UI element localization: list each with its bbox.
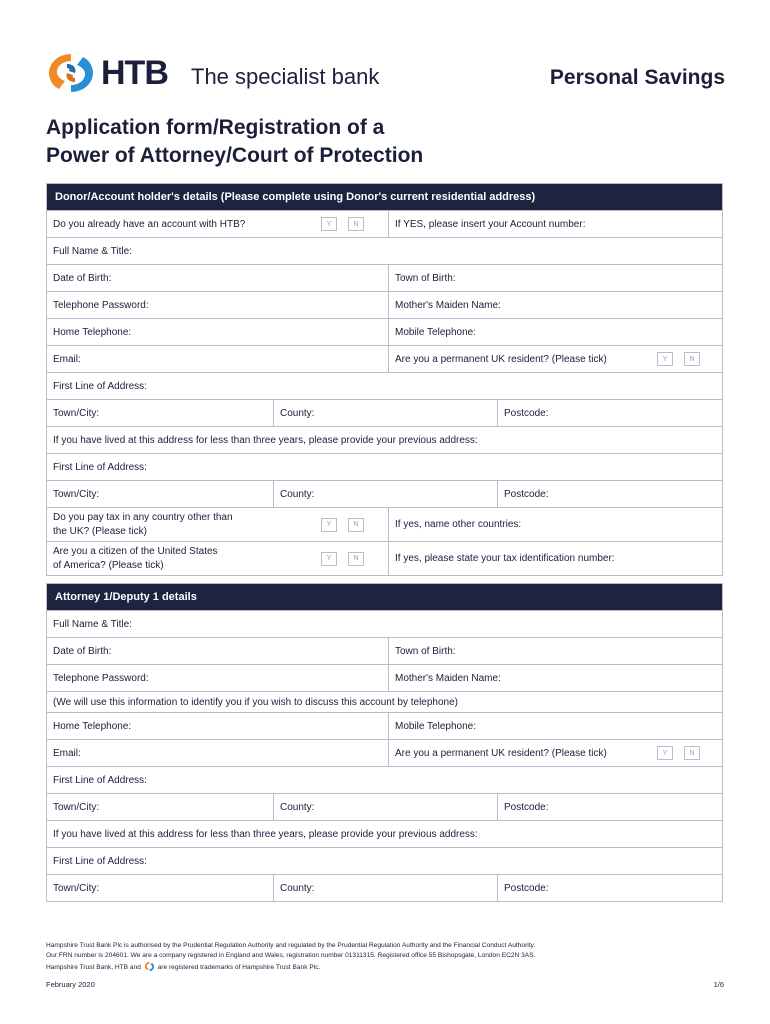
donor-tax-other-yn bbox=[321, 518, 364, 532]
attorney-telephone-password-label: Telephone Password: bbox=[53, 672, 149, 684]
donor-tin-field[interactable] bbox=[388, 542, 722, 575]
attorney-town-field[interactable] bbox=[47, 794, 273, 820]
donor-tax-other-no-checkbox[interactable]: N bbox=[348, 518, 364, 532]
attorney-first-line-label: First Line of Address: bbox=[53, 774, 147, 786]
attorney-uk-resident-yes-checkbox[interactable]: Y bbox=[657, 746, 673, 760]
attorney-prev-town-row bbox=[47, 874, 722, 901]
donor-us-citizen-yn bbox=[321, 552, 364, 566]
donor-town-row bbox=[47, 399, 722, 426]
donor-dob-field[interactable] bbox=[47, 265, 388, 291]
legal-line-3-end: are registered trademarks of Hampshire Trust Bank Plc. bbox=[157, 964, 321, 971]
attorney-email-field[interactable] bbox=[47, 740, 388, 766]
attorney-first-line-field[interactable] bbox=[47, 767, 722, 793]
brand-tagline: The specialist bank bbox=[191, 64, 380, 89]
donor-first-line-label: First Line of Address: bbox=[53, 380, 147, 392]
donor-town-of-birth-label: Town of Birth: bbox=[395, 272, 456, 284]
header bbox=[45, 50, 725, 100]
attorney-email-row bbox=[47, 739, 722, 766]
attorney-phone-note-row bbox=[47, 691, 722, 712]
attorney-maiden-name-label: Mother's Maiden Name: bbox=[395, 672, 501, 684]
donor-tax-other-field bbox=[47, 508, 388, 541]
attorney-town-row bbox=[47, 793, 722, 820]
donor-telephone-password-label: Telephone Password: bbox=[53, 299, 149, 311]
attorney-dob-label: Date of Birth: bbox=[53, 645, 112, 657]
attorney-uk-resident-no-checkbox[interactable]: N bbox=[684, 746, 700, 760]
attorney-uk-resident-label: Are you a permanent UK resident? (Please tick) bbox=[395, 747, 607, 759]
attorney-postcode-field[interactable] bbox=[497, 794, 722, 820]
htb-mini-logo-icon bbox=[144, 961, 155, 972]
donor-first-line-field[interactable] bbox=[47, 373, 722, 399]
donor-tax-other-label bbox=[53, 511, 233, 539]
donor-email-field[interactable] bbox=[47, 346, 388, 372]
attorney-county-label: County: bbox=[280, 801, 315, 813]
donor-prev-town-row bbox=[47, 480, 722, 507]
attorney-prev-address-row bbox=[47, 847, 722, 874]
account-number-label: If YES, please insert your Account number: bbox=[395, 218, 586, 230]
attorney-full-name-field[interactable] bbox=[47, 611, 722, 637]
attorney-dob-row bbox=[47, 637, 722, 664]
donor-full-name-field[interactable] bbox=[47, 238, 722, 264]
attorney-uk-resident-field bbox=[388, 740, 722, 766]
donor-us-citizen-row bbox=[47, 541, 722, 575]
donor-section-heading: Donor/Account holder's details (Please complete using Donor's current residential address) bbox=[47, 184, 722, 210]
donor-uk-resident-no-checkbox[interactable]: N bbox=[684, 352, 700, 366]
donor-prev-postcode-label: Postcode: bbox=[504, 488, 549, 500]
attorney-maiden-name-field[interactable] bbox=[388, 665, 722, 691]
page-title-line-1: Application form/Registration of a bbox=[46, 116, 385, 139]
existing-account-no-checkbox[interactable]: N bbox=[348, 217, 364, 231]
legal-footer bbox=[46, 941, 723, 973]
attorney-full-name-row bbox=[47, 610, 722, 637]
donor-prev-postcode-field[interactable] bbox=[497, 481, 722, 507]
attorney-password-row bbox=[47, 664, 722, 691]
attorney-phone-note bbox=[47, 692, 722, 712]
attorney-prev-postcode-field[interactable] bbox=[497, 875, 722, 901]
donor-dob-row bbox=[47, 264, 722, 291]
attorney-town-of-birth-field[interactable] bbox=[388, 638, 722, 664]
legal-line-3 bbox=[46, 961, 723, 973]
donor-dob-label: Date of Birth: bbox=[53, 272, 112, 284]
donor-tax-other-yes-checkbox[interactable]: Y bbox=[321, 518, 337, 532]
donor-us-citizen-field bbox=[47, 542, 388, 575]
product-title: Personal Savings bbox=[549, 66, 725, 89]
attorney-home-telephone-field[interactable] bbox=[47, 713, 388, 739]
donor-county-label: County: bbox=[280, 407, 315, 419]
attorney-section-heading: Attorney 1/Deputy 1 details bbox=[47, 584, 722, 610]
donor-us-citizen-label bbox=[53, 545, 218, 573]
donor-prev-town-label: Town/City: bbox=[53, 488, 100, 500]
donor-town-label: Town/City: bbox=[53, 407, 100, 419]
legal-line-2: Our FRN number is 204601. We are a company registered in England and Wales, registration number 01311315. Registered office 55 Bishopsgate, London EC2N 3AS. bbox=[46, 952, 536, 959]
donor-prev-county-field[interactable] bbox=[273, 481, 497, 507]
attorney-address-row bbox=[47, 766, 722, 793]
donor-previous-address-note bbox=[47, 427, 722, 453]
donor-phone-row bbox=[47, 318, 722, 345]
attorney-home-telephone-label: Home Telephone: bbox=[53, 720, 132, 732]
existing-account-label: Do you already have an account with HTB? bbox=[53, 218, 246, 230]
attorney-prev-town-label: Town/City: bbox=[53, 882, 100, 894]
donor-prev-first-line-label: First Line of Address: bbox=[53, 461, 147, 473]
account-number-field[interactable] bbox=[388, 211, 722, 237]
attorney-mobile-telephone-label: Mobile Telephone: bbox=[395, 720, 476, 732]
donor-home-telephone-label: Home Telephone: bbox=[53, 326, 132, 338]
attorney-previous-address-label: If you have lived at this address for less than three years, please provide your previous address: bbox=[53, 828, 478, 840]
donor-home-telephone-field[interactable] bbox=[47, 319, 388, 345]
attorney-prev-county-label: County: bbox=[280, 882, 315, 894]
donor-us-citizen-yes-checkbox[interactable]: Y bbox=[321, 552, 337, 566]
donor-previous-address-label: If you have lived at this address for less than three years, please provide your previous address: bbox=[53, 434, 478, 446]
donor-prev-county-label: County: bbox=[280, 488, 315, 500]
attorney-county-field[interactable] bbox=[273, 794, 497, 820]
page-title-line-2: Power of Attorney/Court of Protection bbox=[46, 144, 424, 167]
donor-telephone-password-field[interactable] bbox=[47, 292, 388, 318]
donor-tax-other-line-2: the UK? (Please tick) bbox=[53, 525, 147, 537]
donor-maiden-name-label: Mother's Maiden Name: bbox=[395, 299, 501, 311]
attorney-postcode-label: Postcode: bbox=[504, 801, 549, 813]
attorney-prev-town-field[interactable] bbox=[47, 875, 273, 901]
donor-previous-address-row bbox=[47, 426, 722, 453]
donor-email-label: Email: bbox=[53, 353, 81, 365]
donor-full-name-row bbox=[47, 237, 722, 264]
donor-maiden-name-field[interactable] bbox=[388, 292, 722, 318]
attorney-dob-field[interactable] bbox=[47, 638, 388, 664]
donor-prev-first-line-field[interactable] bbox=[47, 454, 722, 480]
document-date: February 2020 bbox=[46, 980, 95, 989]
donor-tin-label: If yes, please state your tax identification number: bbox=[395, 553, 615, 564]
donor-county-field[interactable] bbox=[273, 400, 497, 426]
brand-name: HTB bbox=[101, 54, 168, 92]
attorney-town-label: Town/City: bbox=[53, 801, 100, 813]
attorney-full-name-label: Full Name & Title: bbox=[53, 618, 132, 630]
donor-full-name-label: Full Name & Title: bbox=[53, 245, 132, 257]
attorney-previous-address-row bbox=[47, 820, 722, 847]
existing-account-field[interactable] bbox=[47, 211, 388, 237]
attorney-email-label: Email: bbox=[53, 747, 81, 759]
htb-logo-icon bbox=[45, 50, 97, 96]
page-title bbox=[46, 114, 423, 170]
donor-postcode-label: Postcode: bbox=[504, 407, 549, 419]
donor-tax-row bbox=[47, 507, 722, 541]
donor-prev-town-field[interactable] bbox=[47, 481, 273, 507]
donor-other-countries-field[interactable] bbox=[388, 508, 722, 541]
donor-us-citizen-no-checkbox[interactable]: N bbox=[348, 552, 364, 566]
donor-uk-resident-label: Are you a permanent UK resident? (Please tick) bbox=[395, 353, 607, 365]
donor-other-countries-label: If yes, name other countries: bbox=[395, 519, 522, 530]
page-number: 1/6 bbox=[713, 980, 724, 989]
attorney-phone-row bbox=[47, 712, 722, 739]
donor-town-field[interactable] bbox=[47, 400, 273, 426]
donor-uk-resident-field bbox=[388, 346, 722, 372]
existing-account-yes-checkbox[interactable]: Y bbox=[321, 217, 337, 231]
donor-section bbox=[46, 183, 723, 576]
attorney-uk-resident-yn bbox=[657, 746, 700, 760]
donor-prev-address-row bbox=[47, 453, 722, 480]
donor-existing-account-row bbox=[47, 210, 722, 237]
legal-line-1: Hampshire Trust Bank Plc is authorised by the Prudential Regulation Authority and regulated by the Prudential Regulation Authority and the Financial Conduct Authority. bbox=[46, 942, 536, 949]
attorney-mobile-telephone-field[interactable] bbox=[388, 713, 722, 739]
attorney-town-of-birth-label: Town of Birth: bbox=[395, 645, 456, 657]
donor-us-citizen-line-2: of America? (Please tick) bbox=[53, 559, 164, 571]
donor-email-row bbox=[47, 345, 722, 372]
donor-mobile-telephone-field[interactable] bbox=[388, 319, 722, 345]
donor-postcode-field[interactable] bbox=[497, 400, 722, 426]
attorney-telephone-password-field[interactable] bbox=[47, 665, 388, 691]
attorney-section bbox=[46, 583, 723, 902]
attorney-prev-first-line-field[interactable] bbox=[47, 848, 722, 874]
legal-line-3-start: Hampshire Trust Bank, HTB and bbox=[46, 964, 141, 971]
donor-uk-resident-yn bbox=[657, 352, 700, 366]
attorney-previous-address-note bbox=[47, 821, 722, 847]
donor-mobile-telephone-label: Mobile Telephone: bbox=[395, 326, 476, 338]
attorney-prev-county-field[interactable] bbox=[273, 875, 497, 901]
donor-town-of-birth-field[interactable] bbox=[388, 265, 722, 291]
donor-uk-resident-yes-checkbox[interactable]: Y bbox=[657, 352, 673, 366]
existing-account-yn bbox=[321, 217, 364, 231]
donor-us-citizen-line-1: Are you a citizen of the United States bbox=[53, 545, 218, 557]
donor-password-row bbox=[47, 291, 722, 318]
donor-address-row bbox=[47, 372, 722, 399]
donor-tax-other-line-1: Do you pay tax in any country other than bbox=[53, 511, 233, 523]
attorney-phone-note-label: (We will use this information to identify you if you wish to discuss this account by telephone) bbox=[53, 696, 459, 708]
attorney-prev-postcode-label: Postcode: bbox=[504, 882, 549, 894]
attorney-prev-first-line-label: First Line of Address: bbox=[53, 855, 147, 867]
